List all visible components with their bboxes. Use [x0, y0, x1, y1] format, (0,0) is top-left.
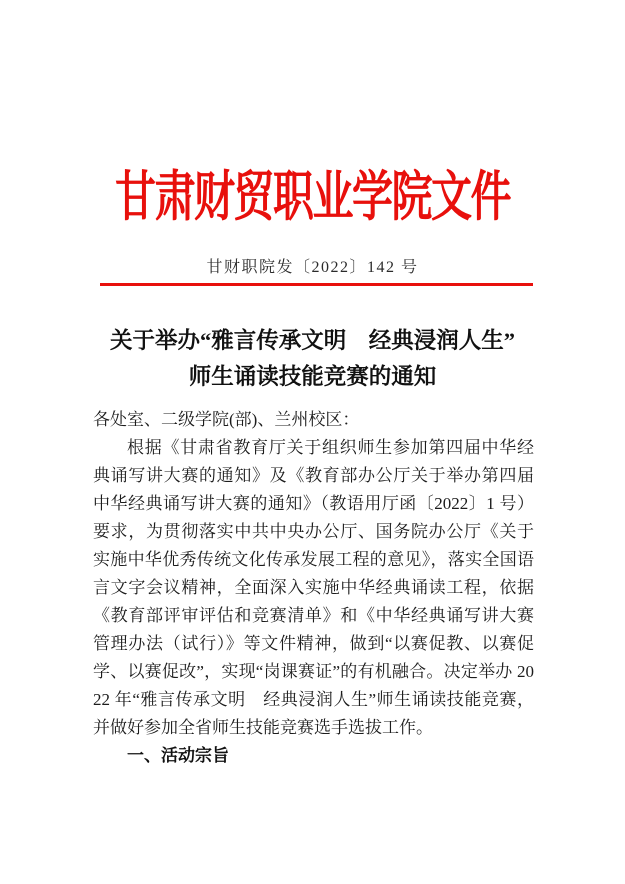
notice-title-line2: 师生诵读技能竞赛的通知: [188, 364, 437, 389]
notice-title: [0, 323, 625, 395]
notice-paragraph: 根据《甘肃省教育厅关于组织师生参加第四届中华经典诵写讲大赛的通知》及《教育部办公厅关于举办第四届中华经典诵写讲大赛的通知》（教语用厅函〔2022〕1 号）要求，为贯彻落实中共中央办公厅、国务院办公厅《关于实施中华优秀传统文化传承发展工程的意见》，落实全国语言文字会议精神，全面深入实施中华经典诵读工程，依据《教育部评审评估和竞赛清单》和《中华经典诵写讲大赛管理办法（试行）》等文件精神，做到“以赛促教、以赛促学、以赛促改”，实现“岗课赛证”的有机融合。决定举办 2022 年“雅言传承文明 经典浸润人生”师生诵读技能竞赛，并做好参加全省师生技能竞赛选手选拔工作。: [93, 438, 534, 737]
letterhead-org-title: 甘肃财贸职业学院文件: [115, 166, 510, 227]
notice-title-line1: 关于举办“雅言传承文明 经典浸润人生”: [109, 328, 515, 353]
letterhead: [0, 166, 625, 227]
salutation-line: 各处室、二级学院(部)、兰州校区：: [93, 410, 360, 429]
section-heading-1: 一、活动宗旨: [127, 746, 229, 765]
document-number: 甘财职院发〔2022〕142 号: [206, 259, 419, 276]
letterhead-divider-rule: [100, 283, 533, 286]
notice-body: [93, 406, 534, 770]
